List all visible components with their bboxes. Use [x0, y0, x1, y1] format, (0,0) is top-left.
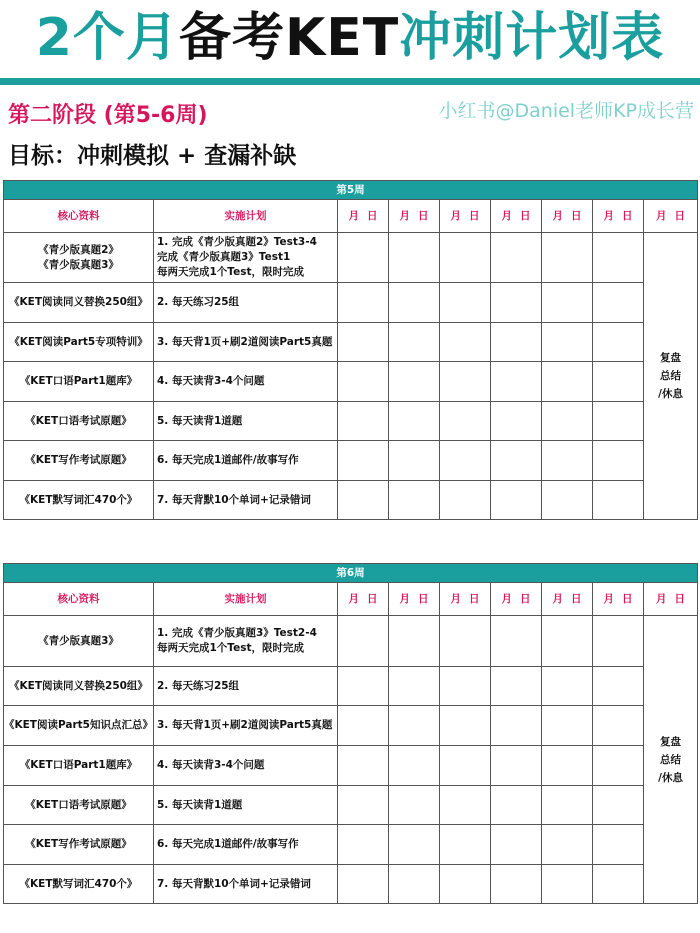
- week-title: 第5周: [4, 181, 698, 200]
- date-day-label: 日: [571, 209, 582, 222]
- check-cell[interactable]: [542, 441, 593, 481]
- check-cell[interactable]: [593, 362, 644, 402]
- task-line: 1. 完成《青少版真题3》Test2-4: [157, 627, 317, 639]
- task-cell: [154, 667, 338, 706]
- check-cell[interactable]: [389, 865, 440, 904]
- check-cell[interactable]: [440, 481, 491, 520]
- check-cell[interactable]: [440, 825, 491, 865]
- check-cell[interactable]: [338, 865, 389, 904]
- summary-line: 复盘: [660, 735, 682, 748]
- date-day-label: 日: [367, 592, 378, 605]
- check-cell[interactable]: [542, 865, 593, 904]
- date-header: [389, 583, 440, 616]
- header-plan: 实施计划: [154, 583, 338, 616]
- check-cell[interactable]: [389, 283, 440, 323]
- date-month-label: 月: [501, 209, 512, 222]
- check-cell[interactable]: [542, 233, 593, 283]
- week-title-row: [4, 564, 698, 583]
- resource-line: 《KET阅读同义替换250组》: [9, 679, 148, 692]
- check-cell[interactable]: [338, 233, 389, 283]
- header-resource: 核心资料: [4, 583, 154, 616]
- date-month-label: 月: [450, 209, 461, 222]
- check-cell[interactable]: [440, 667, 491, 706]
- resource-cell: [4, 746, 154, 786]
- task-line: 7. 每天背默10个单词+记录错词: [157, 493, 311, 506]
- resource-line: 《KET默写词汇470个》: [19, 493, 138, 506]
- title-divider: [0, 78, 700, 85]
- resource-line: 《KET写作考试原题》: [25, 838, 132, 850]
- task-line: 每两天完成1个Test，限时完成: [157, 266, 304, 278]
- resource-cell: [4, 441, 154, 481]
- check-cell[interactable]: [440, 362, 491, 402]
- table-row: [4, 441, 698, 481]
- task-cell: [154, 865, 338, 904]
- check-cell[interactable]: [542, 706, 593, 746]
- resource-cell: [4, 825, 154, 865]
- task-cell: [154, 746, 338, 786]
- date-header: [491, 200, 542, 233]
- check-cell[interactable]: [593, 481, 644, 520]
- date-header: [338, 583, 389, 616]
- table-row: [4, 283, 698, 323]
- task-cell: [154, 441, 338, 481]
- table-row: [4, 616, 698, 667]
- date-day-label: 日: [367, 209, 378, 222]
- task-line: 2. 每天练习25组: [157, 296, 240, 308]
- check-cell[interactable]: [440, 706, 491, 746]
- resource-line: 《KET阅读Part5知识点汇总》: [4, 719, 153, 731]
- check-cell[interactable]: [542, 616, 593, 667]
- check-cell[interactable]: [593, 865, 644, 904]
- table-row: [4, 865, 698, 904]
- check-cell[interactable]: [338, 441, 389, 481]
- date-month-label: 月: [552, 209, 563, 222]
- task-line: 2. 每天练习25组: [157, 679, 240, 692]
- check-cell[interactable]: [338, 481, 389, 520]
- resource-cell: [4, 323, 154, 362]
- task-line: 6. 每天完成1道邮件/故事写作: [157, 454, 299, 466]
- task-line: 每两天完成1个Test，限时完成: [157, 642, 304, 654]
- task-cell: [154, 323, 338, 362]
- check-cell[interactable]: [491, 362, 542, 402]
- date-month-label: 月: [552, 592, 563, 605]
- task-cell: [154, 402, 338, 441]
- check-cell[interactable]: [491, 441, 542, 481]
- resource-line: 《KET口语考试原题》: [25, 798, 132, 811]
- resource-cell: [4, 616, 154, 667]
- page-title: [0, 4, 700, 72]
- task-line: 完成《青少版真题3》Test1: [157, 251, 291, 263]
- date-month-label: 月: [656, 592, 667, 605]
- check-cell[interactable]: [542, 825, 593, 865]
- date-header: [593, 200, 644, 233]
- task-cell: [154, 233, 338, 283]
- resource-line: 《KET口语Part1题库》: [19, 759, 138, 771]
- task-line: 5. 每天读背1道题: [157, 414, 243, 427]
- check-cell[interactable]: [593, 706, 644, 746]
- date-header: [542, 583, 593, 616]
- check-cell[interactable]: [440, 616, 491, 667]
- date-day-label: 日: [674, 592, 686, 605]
- header-resource: 核心资料: [4, 200, 154, 233]
- table-row: [4, 786, 698, 825]
- resource-cell: [4, 283, 154, 323]
- title-duration: 2个月: [35, 8, 179, 68]
- resource-cell: [4, 402, 154, 441]
- date-day-label: 日: [622, 592, 633, 605]
- header-plan: 实施计划: [154, 200, 338, 233]
- check-cell[interactable]: [491, 786, 542, 825]
- check-cell[interactable]: [389, 323, 440, 362]
- resource-line: 《KET阅读同义替换250组》: [9, 296, 148, 308]
- date-day-label: 日: [674, 209, 686, 222]
- table-row: [4, 233, 698, 283]
- column-header-row: [4, 583, 698, 616]
- date-day-label: 日: [418, 592, 429, 605]
- task-line: 1. 完成《青少版真题2》Test3-4: [157, 236, 317, 248]
- check-cell[interactable]: [593, 746, 644, 786]
- check-cell[interactable]: [440, 283, 491, 323]
- check-cell[interactable]: [491, 667, 542, 706]
- check-cell[interactable]: [389, 825, 440, 865]
- check-cell[interactable]: [491, 865, 542, 904]
- check-cell[interactable]: [491, 233, 542, 283]
- summary-line: 总结: [660, 753, 682, 766]
- resource-line: 《KET写作考试原题》: [25, 454, 132, 466]
- date-header: [644, 200, 698, 233]
- table-row: [4, 825, 698, 865]
- week-title: 第6周: [4, 564, 698, 583]
- task-line: 3. 每天背1页+刷2道阅读Part5真题: [157, 719, 333, 731]
- week-table-5: [3, 180, 698, 520]
- resource-line: 《KET阅读Part5专项特训》: [9, 335, 148, 348]
- check-cell[interactable]: [491, 616, 542, 667]
- resource-line: 《青少版真题3》: [38, 258, 119, 271]
- title-plan: 冲刺计划表: [399, 8, 665, 68]
- task-cell: [154, 481, 338, 520]
- date-header: [389, 200, 440, 233]
- date-day-label: 日: [571, 592, 582, 605]
- check-cell[interactable]: [338, 402, 389, 441]
- date-header: [593, 583, 644, 616]
- resource-line: 《KET默写词汇470个》: [19, 877, 138, 890]
- resource-line: 《KET口语考试原题》: [25, 414, 132, 427]
- check-cell[interactable]: [593, 616, 644, 667]
- date-month-label: 月: [603, 592, 614, 605]
- resource-cell: [4, 865, 154, 904]
- check-cell[interactable]: [491, 825, 542, 865]
- summary-cell: [644, 616, 698, 904]
- check-cell[interactable]: [338, 825, 389, 865]
- stage-heading: 第二阶段 (第5-6周): [8, 103, 208, 128]
- table-row: [4, 481, 698, 520]
- check-cell[interactable]: [389, 441, 440, 481]
- check-cell[interactable]: [593, 283, 644, 323]
- check-cell[interactable]: [338, 786, 389, 825]
- resource-cell: [4, 362, 154, 402]
- date-day-label: 日: [469, 592, 480, 605]
- week-title-row: [4, 181, 698, 200]
- task-cell: [154, 616, 338, 667]
- date-day-label: 日: [469, 209, 480, 222]
- check-cell[interactable]: [338, 667, 389, 706]
- task-line: 4. 每天读背3-4个问题: [157, 759, 265, 771]
- check-cell[interactable]: [593, 233, 644, 283]
- task-line: 4. 每天读背3-4个问题: [157, 375, 265, 387]
- date-day-label: 日: [520, 209, 531, 222]
- check-cell[interactable]: [542, 786, 593, 825]
- goal-heading: 目标：冲刺模拟 + 查漏补缺: [8, 143, 297, 169]
- title-exam: 备考KET: [178, 8, 400, 68]
- check-cell[interactable]: [491, 323, 542, 362]
- table-row: [4, 667, 698, 706]
- check-cell[interactable]: [389, 402, 440, 441]
- date-month-label: 月: [450, 592, 461, 605]
- check-cell[interactable]: [542, 746, 593, 786]
- check-cell[interactable]: [593, 441, 644, 481]
- check-cell[interactable]: [338, 616, 389, 667]
- check-cell[interactable]: [389, 706, 440, 746]
- date-month-label: 月: [399, 209, 410, 222]
- check-cell[interactable]: [440, 746, 491, 786]
- check-cell[interactable]: [491, 283, 542, 323]
- check-cell[interactable]: [440, 865, 491, 904]
- check-cell[interactable]: [593, 667, 644, 706]
- check-cell[interactable]: [440, 233, 491, 283]
- table-row: [4, 402, 698, 441]
- check-cell[interactable]: [542, 481, 593, 520]
- resource-cell: [4, 481, 154, 520]
- check-cell[interactable]: [389, 481, 440, 520]
- check-cell[interactable]: [389, 667, 440, 706]
- task-line: 5. 每天读背1道题: [157, 798, 243, 811]
- check-cell[interactable]: [338, 746, 389, 786]
- table-row: [4, 706, 698, 746]
- check-cell[interactable]: [440, 786, 491, 825]
- check-cell[interactable]: [491, 706, 542, 746]
- check-cell[interactable]: [440, 441, 491, 481]
- task-cell: [154, 825, 338, 865]
- check-cell[interactable]: [338, 362, 389, 402]
- resource-cell: [4, 233, 154, 283]
- resource-cell: [4, 667, 154, 706]
- summary-line: 总结: [660, 370, 682, 382]
- check-cell[interactable]: [389, 233, 440, 283]
- date-day-label: 日: [520, 592, 531, 605]
- summary-line: /休息: [658, 771, 683, 784]
- task-cell: [154, 706, 338, 746]
- date-month-label: 月: [501, 592, 512, 605]
- task-cell: [154, 283, 338, 323]
- task-line: 6. 每天完成1道邮件/故事写作: [157, 838, 299, 850]
- check-cell[interactable]: [389, 362, 440, 402]
- date-month-label: 月: [348, 592, 359, 605]
- date-month-label: 月: [603, 209, 614, 222]
- check-cell[interactable]: [389, 746, 440, 786]
- table-row: [4, 323, 698, 362]
- date-header: [491, 583, 542, 616]
- watermark: 小红书@Daniel老师KP成长营: [438, 100, 694, 122]
- check-cell[interactable]: [338, 283, 389, 323]
- check-cell[interactable]: [389, 786, 440, 825]
- date-header: [440, 583, 491, 616]
- table-row: [4, 362, 698, 402]
- date-month-label: 月: [399, 592, 410, 605]
- task-line: 7. 每天背默10个单词+记录错词: [157, 877, 311, 890]
- summary-line: 复盘: [660, 352, 682, 364]
- check-cell[interactable]: [491, 481, 542, 520]
- table-row: [4, 746, 698, 786]
- check-cell[interactable]: [593, 402, 644, 441]
- check-cell[interactable]: [593, 323, 644, 362]
- task-cell: [154, 786, 338, 825]
- task-line: 3. 每天背1页+刷2道阅读Part5真题: [157, 335, 333, 348]
- resource-line: 《青少版真题2》: [38, 243, 119, 256]
- check-cell[interactable]: [542, 283, 593, 323]
- date-day-label: 日: [622, 209, 633, 222]
- check-cell[interactable]: [542, 362, 593, 402]
- date-header: [440, 200, 491, 233]
- task-cell: [154, 362, 338, 402]
- week-table-6: [3, 563, 698, 904]
- date-day-label: 日: [418, 209, 429, 222]
- resource-cell: [4, 706, 154, 746]
- check-cell[interactable]: [542, 402, 593, 441]
- check-cell[interactable]: [593, 786, 644, 825]
- check-cell[interactable]: [440, 402, 491, 441]
- column-header-row: [4, 200, 698, 233]
- summary-line: /休息: [658, 388, 683, 400]
- resource-cell: [4, 786, 154, 825]
- date-month-label: 月: [348, 209, 359, 222]
- date-header: [542, 200, 593, 233]
- check-cell[interactable]: [440, 323, 491, 362]
- date-header: [338, 200, 389, 233]
- resource-line: 《KET口语Part1题库》: [19, 375, 138, 387]
- date-header: [644, 583, 698, 616]
- check-cell[interactable]: [593, 825, 644, 865]
- check-cell[interactable]: [542, 323, 593, 362]
- check-cell[interactable]: [338, 323, 389, 362]
- check-cell[interactable]: [542, 667, 593, 706]
- check-cell[interactable]: [338, 706, 389, 746]
- check-cell[interactable]: [491, 746, 542, 786]
- summary-cell: [644, 233, 698, 520]
- resource-line: 《青少版真题3》: [38, 634, 119, 647]
- check-cell[interactable]: [491, 402, 542, 441]
- date-month-label: 月: [656, 209, 667, 222]
- check-cell[interactable]: [389, 616, 440, 667]
